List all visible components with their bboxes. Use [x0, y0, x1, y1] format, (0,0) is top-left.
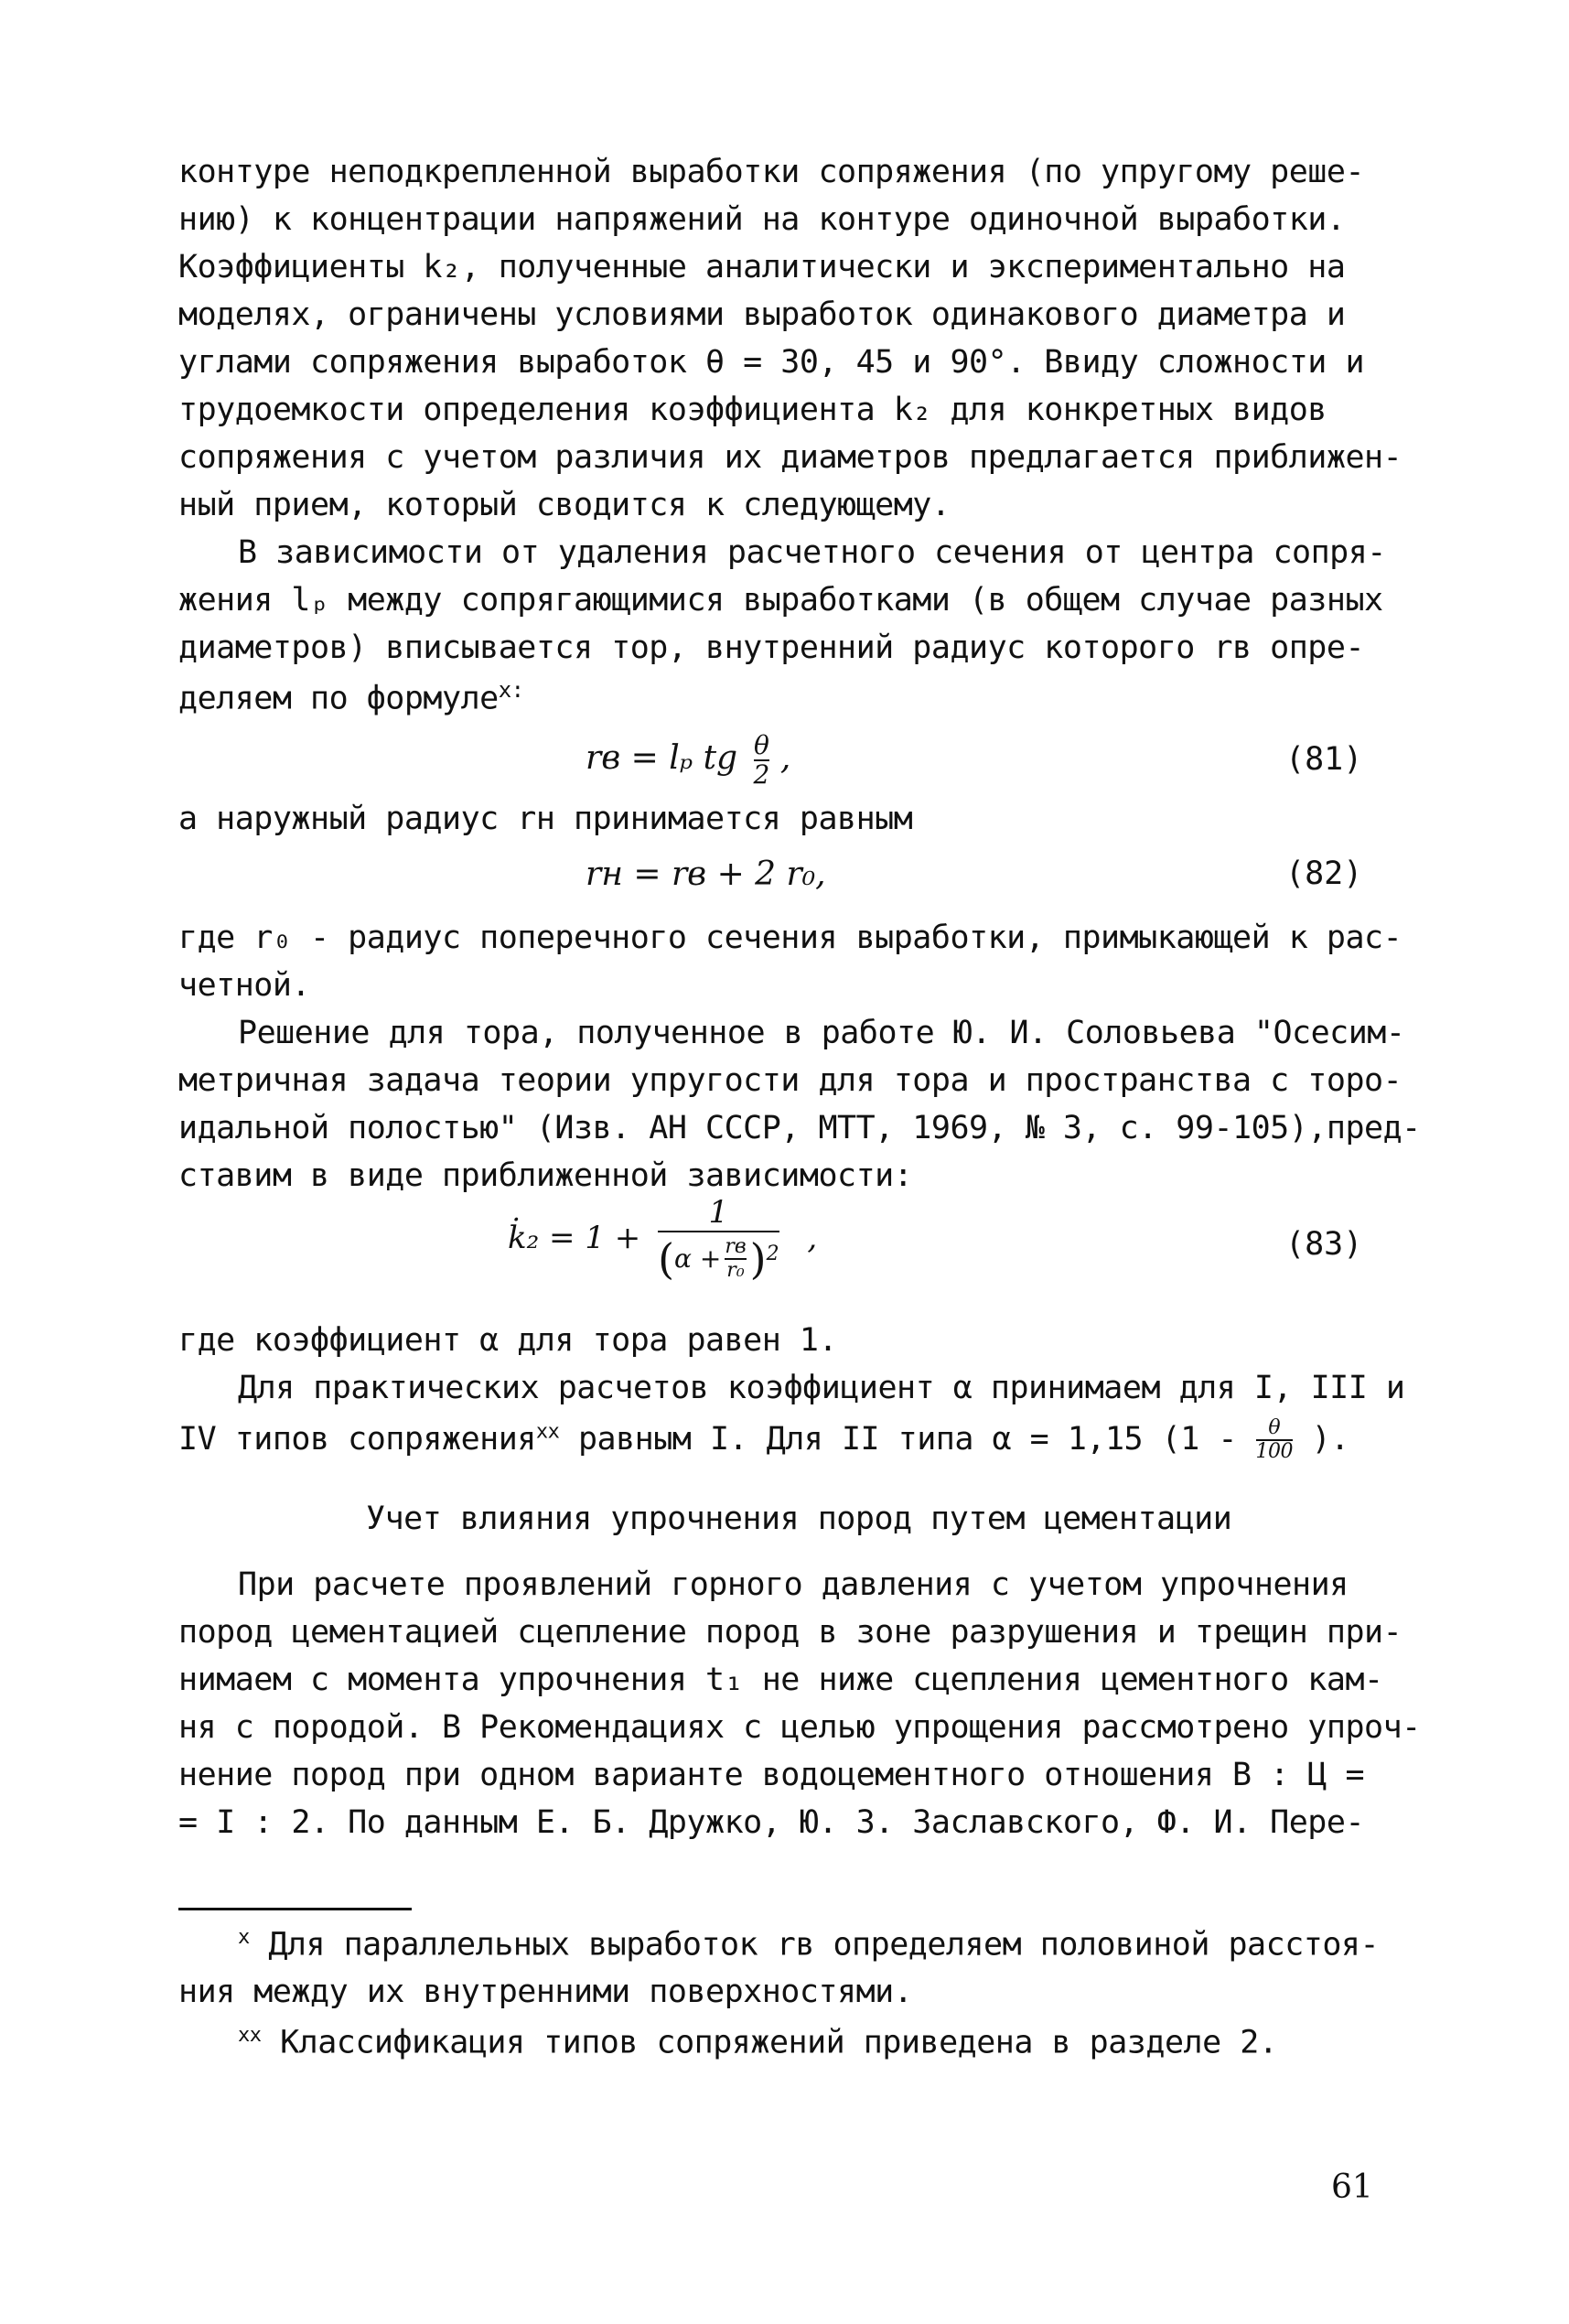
formula-83-power: 2 [766, 1243, 779, 1265]
footnote-mark: x [238, 1926, 250, 1949]
section-heading: Учет влияния упрочнения пород путем цементации [366, 1501, 1232, 1537]
text-line: Для практических расчетов коэффициент α принимаем для I, III и [238, 1370, 1405, 1406]
formula-83-lhs: k̇₂ = 1 + [508, 1220, 641, 1256]
text-line: нимаем с момента упрочнения t₁ не ниже сцепления цементного кам- [178, 1662, 1383, 1698]
text-line: жения lₚ между сопрягающимися выработками (в общем случае разных [178, 582, 1383, 619]
formula-81-numerator: θ [754, 730, 769, 760]
text-line: контуре неподкрепленной выработки сопряжения (по упругому реше- [178, 154, 1365, 190]
text-line: где коэффициент α для тора равен 1. [178, 1322, 838, 1359]
text-line: а наружный радиус rн принимается равным [178, 801, 913, 837]
text-line: Коэффициенты k₂, полученные аналитически и экспериментально на [178, 249, 1346, 285]
text-line: нию) к концентрации напряжений на контуре одиночной выработки. [178, 201, 1346, 238]
page-number: 61 [1331, 2168, 1373, 2206]
text-line: сопряжения с учетом различия их диаметров предлагается приближен- [178, 439, 1402, 476]
equation-number-81: (81) [1285, 741, 1363, 778]
text-line: В зависимости от удаления расчетного сечения от центра сопря- [238, 534, 1386, 571]
footnote-divider [178, 1908, 412, 1910]
footnote-ref: x: [498, 677, 524, 703]
text-line: = I : 2. По данным Е. Б. Дружко, Ю. З. Заславского, Ф. И. Пере- [178, 1804, 1365, 1841]
text-line: идальной полостью" (Изв. АН СССР, МТТ, 1969, № 3, с. 99-105),пред- [178, 1110, 1421, 1146]
formula-83-alpha: α + [674, 1243, 722, 1274]
formula-81-tail: , [779, 739, 791, 777]
text-line: Решение для тора, полученное в работе Ю. И. Соловьева "Осесим- [238, 1015, 1405, 1051]
text-span: деляем по формуле [178, 680, 499, 717]
inline-fraction-numerator: θ [1256, 1417, 1294, 1441]
footnote-mark: xx [238, 2024, 262, 2047]
equation-number-83: (83) [1285, 1226, 1363, 1263]
formula-83-tail: , [807, 1220, 818, 1256]
text-line [178, 677, 1409, 717]
text-line: где r₀ - радиус поперечного сечения выработки, примыкающей к рас- [178, 920, 1402, 956]
text-line: При расчете проявлений горного давления с учетом упрочнения [238, 1566, 1349, 1603]
formula-83 [508, 1194, 817, 1282]
text-span: ). [1293, 1421, 1349, 1458]
inline-fraction-denominator: 100 [1255, 1440, 1294, 1463]
footnote-text: Классификация типов сопряжений приведена в разделе 2. [280, 2024, 1278, 2061]
footnote-2 [238, 2024, 1409, 2061]
text-line: пород цементацией сцепление пород в зоне разрушения и трещин при- [178, 1614, 1402, 1651]
text-line: углами сопряжения выработок θ = 30, 45 и 90°. Ввиду сложности и [178, 344, 1365, 381]
footnote-line: ния между их внутренними поверхностями. [178, 1974, 913, 2010]
text-line: ный прием, который сводится к следующему. [178, 487, 951, 523]
formula-83-inner-numerator: rв [725, 1235, 747, 1258]
text-line: трудоемкости определения коэффициента k₂ для конкретных видов [178, 392, 1327, 428]
text-line: диаметров) вписывается тор, внутренний радиус которого rв опре- [178, 629, 1365, 666]
formula-81 [586, 732, 790, 789]
text-line: метричная задача теории упругости для тора и пространства с торо- [178, 1062, 1402, 1099]
text-line: четной. [178, 967, 311, 1004]
formula-81-denominator: 2 [753, 759, 770, 790]
text-line: моделях, ограничены условиями выработок одинакового диаметра и [178, 296, 1346, 333]
text-line [178, 1417, 1409, 1463]
footnote-ref: xx [535, 1420, 560, 1444]
formula-83-denominator: (α + rв r₀ )$^2$ [658, 1234, 779, 1284]
text-line: ня с породой. В Рекомендациях с целью упрощения рассмотрено упроч- [178, 1709, 1421, 1746]
equation-number-82: (82) [1285, 855, 1363, 892]
formula-83-inner-denominator: r₀ [726, 1259, 745, 1282]
text-line: нение пород при одном варианте водоцементного отношения В : Ц = [178, 1757, 1365, 1793]
footnote-1 [238, 1926, 1409, 1964]
formula-83-numerator: 1 [658, 1194, 779, 1232]
text-span: равным I. Для II типа α = 1,15 (1 - [559, 1421, 1256, 1458]
text-line: ставим в виде приближенной зависимости: [178, 1157, 913, 1194]
formula-82: rн = rв + 2 r₀, [586, 855, 826, 893]
formula-81-lhs: rв = lₚ tg [586, 739, 738, 777]
text-span: IV типов сопряжения [178, 1421, 536, 1458]
footnote-text: Для параллельных выработок rв определяем половиной расстоя- [268, 1926, 1380, 1964]
